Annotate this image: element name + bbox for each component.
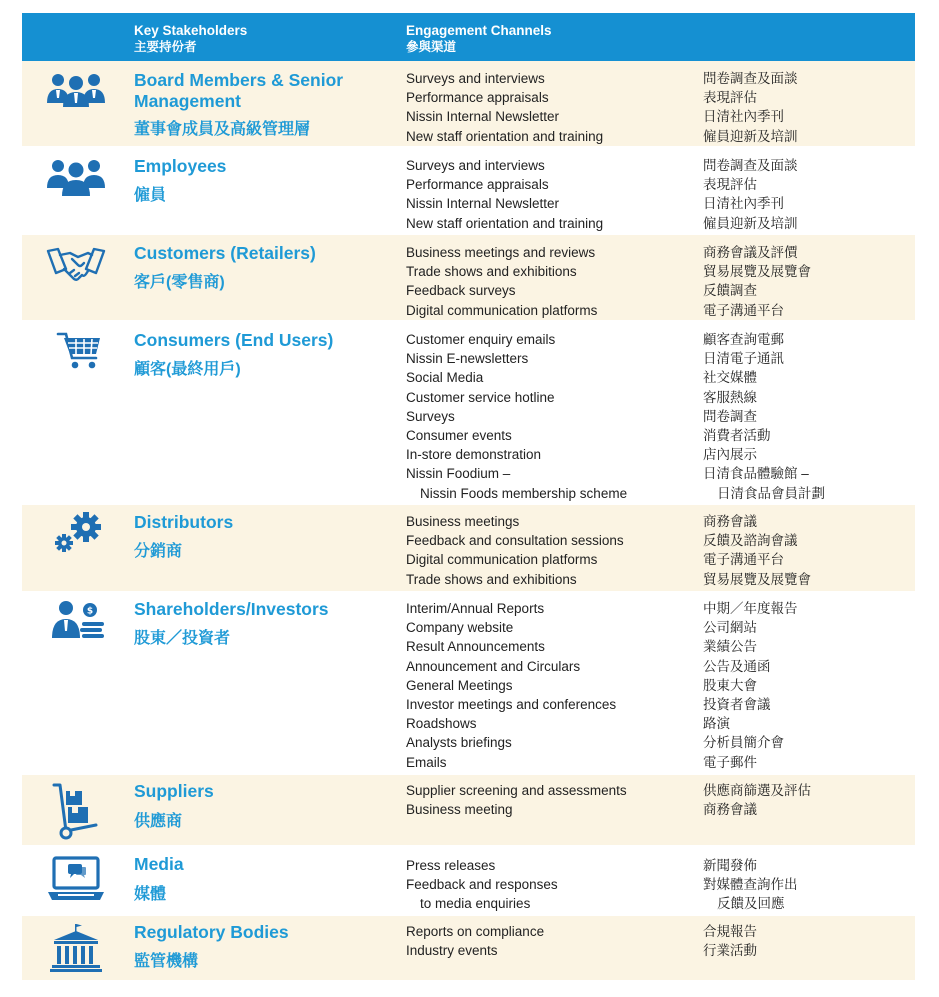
table-row [22,848,915,914]
header-col1-en: Key Stakeholders [134,23,248,38]
channel-item: 問卷調查 [703,408,757,424]
channel-item: 顧客查詢電郵 [703,332,784,347]
stakeholder-name-zh: 股東／投資者 [134,630,231,647]
channels-en [406,856,558,914]
channel-item: 反饋及諮詢會議 [703,533,798,549]
stakeholder-name-en: Employees [134,156,227,176]
stakeholder-name-zh: 僱員 [134,187,167,204]
gears-icon [44,511,108,555]
channel-item: 投資者會議 [703,697,771,713]
channels-zh [703,330,825,503]
channel-item: 日清食品體驗館 – [703,466,809,482]
channel-item: 商務會議及評價 [703,245,798,260]
laptop-chat-icon [44,854,108,904]
channels-en [406,69,603,146]
channel-item: 新聞發佈 [703,858,757,873]
channel-item: Feedback and responses [406,877,558,893]
channel-item: Customer service hotline [406,389,555,405]
channel-item: 電子郵件 [703,754,757,770]
channel-item: Nissin Foods membership scheme [420,485,628,501]
channel-item: 店內展示 [703,447,757,463]
channel-item: Interim/Annual Reports [406,601,545,616]
channel-item: 分析員簡介會 [703,735,784,751]
table-row [22,916,915,980]
channel-item: 日清社內季刊 [703,196,784,212]
channels-zh [703,856,798,914]
channel-item: Result Announcements [406,639,545,655]
channel-item: Surveys and interviews [406,71,545,86]
channel-item: Business meeting [406,802,513,818]
channel-item: 社交媒體 [703,370,757,386]
channels-zh [703,243,811,320]
channel-item: 反饋及回應 [717,896,785,912]
channel-item: 客服熱線 [703,389,757,405]
hand-truck-icon [44,781,108,841]
channel-item: Analysts briefings [406,735,512,751]
people-group-icon [44,67,108,111]
shopping-cart-icon [44,328,108,372]
channel-item: 問卷調查及面談 [703,158,798,173]
header-col2-zh: 參與渠道 [406,40,457,54]
stakeholder-name-zh: 董事會成員及高級管理層 [134,121,311,138]
channels-zh [703,922,757,960]
channel-item: Company website [406,620,514,636]
channel-item: 反饋調查 [703,283,757,299]
header-engagement-channels [406,23,552,55]
stakeholder-name-en: Regulatory Bodies [134,922,289,942]
channel-item: General Meetings [406,677,513,693]
handshake-icon [44,243,108,287]
government-building-icon [44,922,108,974]
channels-zh [703,599,798,772]
stakeholder-name-en: Board Members & Senior Management [134,70,344,111]
channel-item: 公告及通函 [703,658,771,674]
channel-item: Digital communication platforms [406,302,598,318]
channel-item: Feedback surveys [406,283,516,299]
channels-zh [703,781,811,819]
channel-item: Feedback and consultation sessions [406,533,624,549]
channel-item: 路演 [703,716,730,732]
channel-item: 僱員迎新及培訓 [703,215,798,231]
stakeholder-name-en: Consumers (End Users) [134,330,334,350]
channel-item: Emails [406,754,447,770]
table-row [22,61,915,146]
channel-item: Nissin Foodium – [406,466,511,482]
stakeholder-name-zh: 媒體 [134,886,167,903]
stakeholder-name-en: Shareholders/Investors [134,599,329,619]
channel-item: Surveys and interviews [406,158,545,173]
channel-item: Business meetings and reviews [406,245,596,260]
stakeholder-name-zh: 供應商 [134,813,183,830]
channel-item: 電子溝通平台 [703,302,784,318]
stakeholder-name-en: Customers (Retailers) [134,243,316,263]
channel-item: Supplier screening and assessments [406,783,627,798]
stakeholder-name-en: Media [134,854,184,874]
svg-text:$: $ [86,606,94,617]
channel-item: 中期／年度報告 [703,601,798,616]
channel-item: Performance appraisals [406,90,549,106]
channel-item: Performance appraisals [406,177,549,193]
channel-item: Nissin E-newsletters [406,351,529,367]
investor-icon [44,598,108,642]
channel-item: 電子溝通平台 [703,552,784,568]
channels-en [406,599,616,772]
channels-en [406,512,624,589]
channel-item: 日清食品會員計劃 [717,485,825,501]
header-col1-zh: 主要持份者 [134,40,197,54]
channel-item: 商務會議 [703,802,757,818]
channel-item: to media enquiries [420,896,531,912]
channel-item: Customer enquiry emails [406,332,556,347]
channel-item: Trade shows and exhibitions [406,571,577,587]
channel-item: Roadshows [406,716,477,732]
channel-item: New staff orientation and training [406,215,604,231]
channels-en [406,156,603,233]
header-key-stakeholders [134,23,247,55]
stakeholder-name-zh: 監管機構 [134,953,199,970]
channel-item: Reports on compliance [406,924,545,939]
channels-zh [703,156,798,233]
channel-item: 消費者活動 [703,428,771,444]
channel-item: Trade shows and exhibitions [406,264,577,280]
channel-item: In-store demonstration [406,447,542,463]
channel-item: 日清社內季刊 [703,109,784,125]
table-row [22,592,915,773]
channel-item: 表現評估 [703,177,757,193]
channel-item: 貿易展覽及展覽會 [703,264,811,280]
table-row [22,505,915,591]
channels-en [406,330,627,503]
channel-item: Consumer events [406,428,512,444]
channels-en [406,781,627,819]
stakeholder-name-zh: 分銷商 [134,543,183,560]
channel-item: Industry events [406,943,498,959]
table-row [22,235,915,320]
stakeholder-name-en: Suppliers [134,781,214,801]
channel-item: Announcement and Circulars [406,658,581,674]
channel-item: 合規報告 [703,924,757,939]
channel-item: 股東大會 [703,677,757,693]
table-row [22,322,915,504]
channel-item: 對媒體查詢作出 [703,877,798,893]
channel-item: 商務會議 [703,514,757,529]
channel-item: 供應商篩選及評估 [703,783,811,798]
channels-en [406,243,597,320]
channel-item: Digital communication platforms [406,552,598,568]
stakeholder-name-en: Distributors [134,512,234,532]
table-header [22,13,915,61]
channels-zh [703,69,798,146]
stakeholder-name-zh: 客戶(零售商) [134,274,225,291]
channels-zh [703,512,811,589]
table-row [22,148,915,233]
channel-item: 貿易展覽及展覽會 [703,571,811,587]
channel-item: Business meetings [406,514,520,529]
channel-item: Investor meetings and conferences [406,697,617,713]
channel-item: Social Media [406,370,484,386]
table-row [22,775,915,845]
channel-item: Nissin Internal Newsletter [406,196,560,212]
channel-item: 僱員迎新及培訓 [703,128,798,144]
channels-en [406,922,544,960]
channel-item: 行業活動 [703,943,757,959]
employees-icon [44,154,108,198]
channel-item: 業績公告 [703,639,757,655]
channel-item: Nissin Internal Newsletter [406,109,560,125]
channel-item: 日清電子通訊 [703,351,784,367]
channel-item: 公司網站 [703,620,757,636]
header-col2-en: Engagement Channels [406,23,552,38]
channel-item: New staff orientation and training [406,128,604,144]
channel-item: Surveys [406,408,455,424]
channel-item: 問卷調查及面談 [703,71,798,86]
channel-item: 表現評估 [703,90,757,106]
channel-item: Press releases [406,858,496,873]
stakeholder-name-zh: 顧客(最終用戶) [134,361,241,378]
